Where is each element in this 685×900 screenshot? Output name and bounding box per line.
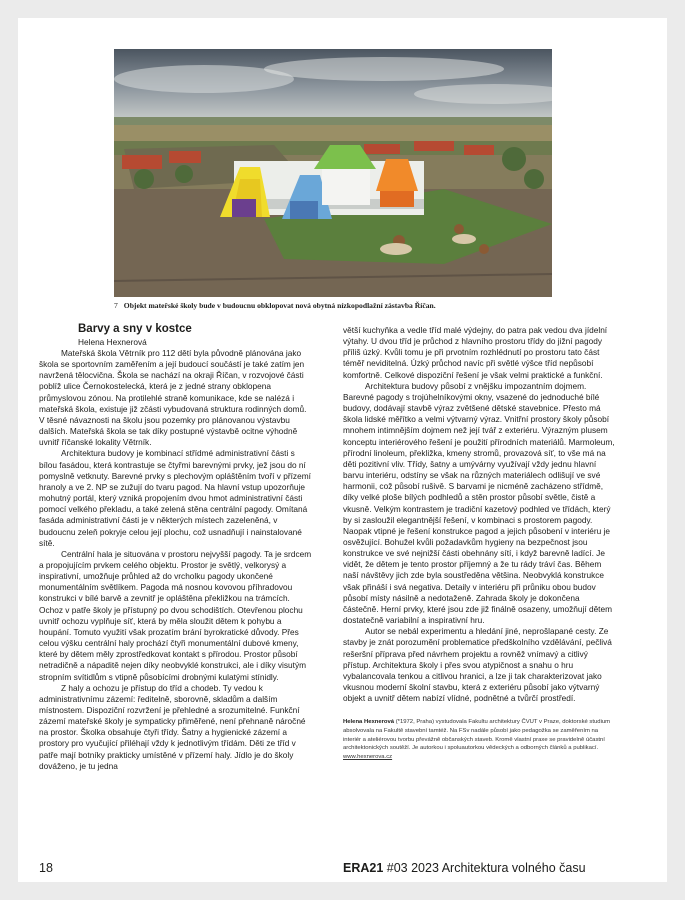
magazine-page <box>18 18 667 882</box>
figure-caption-text: Objekt mateřské školy bude v budoucnu obklopovat nová obytná nízkopodlažní zástavba Říčan. <box>123 301 436 310</box>
article-paragraph: Architektura budovy působí z vnějšku impozantním dojmem. Barevné pagody s trojúhelníkovými okny, vsazené do jednoduché bílé budovy, dodávají stavbě výraz zvětšené dětské stavebnice. Přesto má škola lidské měřítko a velmi výtvarný výraz. Vnitřní prostory školy působí mnohem intimnějším dojmem než její tvář z exteriéru. Výrazným plusem konceptu interiérového řešení je použití přírodních materiálů. Marmoleum, přírodní linoleum, překližka, kmeny stromů, provazová síť, to vše má na děti pozitivní vliv. Třídy, šatny a umývárny využívají vždy jednu hlavní barvu interiéru, odstíny se však na různých materiálech odlišují ve své harmonii, což působí rušivě. S barvami je nicméně zacházeno střídmě, díky velké ploše bílých podhledů a stěn prostor působí světle, čistě a vkusně. Velkým kontrastem je tradiční kazetový podhled ve třídách, který by si zasloužil elegantnější řešení, v kombinaci s prostorem pagody. Naopak vtipné je řešení konstrukce pagod a jejich působení v interiéru je osvěžující. Bohužel kvůli požadavkům hygieny na bezpečnost jsou konstrukce ve své nejnižší části obehnány sítí, i když barevně ladící. Je vidět, že dětem je tento prostor příjemný a že tu rády tráví čas. Během naší návštěvy jich zde byla soustředěna většina. Neobvyklá konstrukce však přináší i svá negativa. Detaily v interiéru při průniku obou budov působí místy násilně a nedotaženě. Zahrada školy je dokončena částečně. Herní prvky, které jsou zde již finálně osazeny, umožňují dětem dostatečně variabilní a inspirativní hru. <box>343 380 615 626</box>
building-photo <box>114 49 552 297</box>
bio-text: (*1972, Praha) vystudovala Fakultu architektury ČVUT v Praze, doktorské studium absolvovala na Fakultě stavební tamtéž. Na FSv nadále působí jako pedagožka se zaměřením na interiér a ateliérovou tvorbu převážně občanských staveb. Kromě vlastní praxe se pravidelně účastní architektonických soutěží. Je autorkou i spoluautorkou vědeckých a odborných článků a publikací. <box>343 719 611 752</box>
author-website-link[interactable]: www.hexnerova.cz <box>343 753 393 760</box>
article-paragraph: Centrální hala je situována v prostoru nejvyšší pagody. Ta je srdcem a propojujícím prvkem celého objektu. Prostor je světlý, velkorysý a inspirativní, umožňuje průhled až do vrcholku pagody ukončené monumentálním světlíkem. Pagoda má nosnou kovovou příhradovou konstrukci v bílé barvě a zevnitř je opláštěna překližkou na trámcích. Ochoz v patře školy je přístupný po dvou schodištích. Otevřenou plochu uvnitř ochozu vyplňuje síť, která by měla sloužit dětem k pohybu a houpání. Tomuto využití však prozatím brání byrokratické důvody. Přes celou výšku centrální haly prochází čtyři monumentální dubové kmeny, které by dětem měly zprostředkovat kontakt s přírodou. Prostor působí netradičně a nápaditě nejen díky neobvyklé konstrukci, ale i díky visutým stropním svítidlům s vtipně působícími drobnými kulatými stínidly. <box>39 548 312 682</box>
figure-number: 7 <box>114 301 118 310</box>
article-left-column <box>39 323 312 772</box>
article-right-column <box>343 325 616 761</box>
article-author: Helena Hexnerová <box>78 337 147 347</box>
author-bio <box>343 718 616 761</box>
article-title: Barvy a sny v kostce <box>78 323 192 335</box>
article-paragraph: Architektura budovy je kombinací střídmé administrativní části s bílou fasádou, která kontrastuje se čtyřmi barevnými prvky, jež jsou do ní pomyslně vetknuty. Barevné prvky s plechovým opláštěním tvoří v přízemí hranoly a ve 2. NP se zužují do tvaru pagod. Na hlavní vstup upozorňuje mohutný portál, který vzniká propojením dvou hmot administrativní části pomocí velkého překladu, a také zelená stěna centrální pagody. Omítaná fasáda administrativní části je v některých místech zazeleněná, v budoucnu zeleň pokryje celou její plochu, což usnadňují i nainstalované sítě. <box>39 448 311 548</box>
article-paragraph: větší kuchyňka a vedle tříd malé výdejny, do patra pak vedou dva jídelní výtahy. U dvou tříd je průchod z hlavního prostoru třídy do jižní pagody příliš úzký. Kvůli tomu je při prvotním rozhlédnutí po prostoru tato část téměř neviditelná. Úzký průchod navíc při světlé výšce tříd nepůsobí komfortně. Celkové dispoziční řešení je však velmi praktické a funkční. <box>343 325 608 380</box>
kindergarten-aerial-image <box>114 49 552 297</box>
article-paragraph: Autor se nebál experimentu a hledání jiné, neprošlapané cesty. Ze stavby je znát porozumění problematice předškolního vzdělávání, pečlivá rešeršní příprava před návrhem projektu a rovněž vnímavý a citlivý přístup. Architektura školy i přes svou atypičnost a snahu o hru vybalancovala tenkou a citlivou hranici, a lze ji tak charakterizovat jako vkusnou moderní školní stavbu, která z exteriéru působí jako výtvarný objekt a uvnitř dětem nabízí vlídné, podnětné a tvůrčí prostředí. <box>343 626 612 704</box>
article-paragraph: Mateřská škola Větrník pro 112 dětí byla původně plánována jako škola se sportovním zaměřením a její budoucí součástí je také zatím jen navržená tělocvična. Škola se nachází na okraji Říčan, v rozvojové části poblíž ulice Černokostelecká, která je z jedné strany obklopena průmyslovou zónou. Na protilehlé straně komunikace, kde se nalézá i mateřská škola, existuje již zčásti vybudovaná struktura rodinných domů. V těsné návaznosti na školu jsou pozemky pro plánovanou výstavbu dalších. Mateřská škola se tak díky postupné výstavbě ocitne výhodně uvnitř říčanské lokality Větrník. <box>39 348 307 448</box>
page-number: 18 <box>39 861 53 875</box>
issue-info: #03 2023 Architektura volného času <box>386 861 586 875</box>
journal-footer <box>343 860 586 876</box>
figure-caption <box>114 301 574 311</box>
article-paragraph: Z haly a ochozu je přístup do tříd a chodeb. Ty vedou k administrativnímu zázemí: ředitelně, sborovně, skladům a dalším místnostem. Dispoziční rozvržení je přehledné a srozumitelné. Funkční zázemí mateřské školy je sympaticky přiměřené, není přehnaně náročné na prostor. Školka obsahuje čtyři třídy. Šatny a hygienické zázemí a prostory pro vyučující přiléhají vždy k jednotlivým třídám. Děti ze tříd v patře mají botníky prakticky umístěné v přízemí haly. Jídlo je do školy dováženo, je tu jedna <box>39 682 306 771</box>
bio-name: Helena Hexnerová <box>343 719 395 726</box>
magazine-name: ERA21 <box>343 861 384 875</box>
